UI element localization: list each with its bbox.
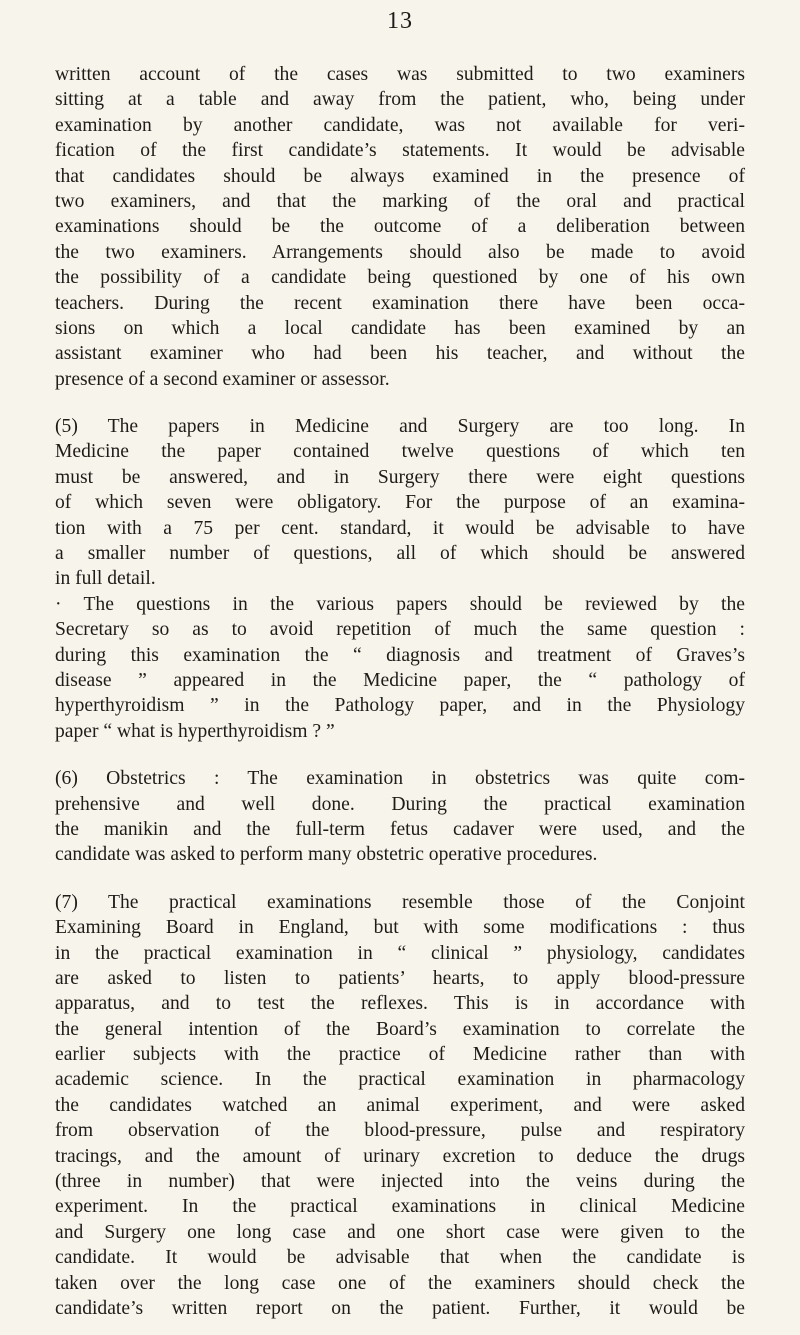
body-text xyxy=(55,62,745,1321)
text-line: apparatus, and to test the reflexes. This is in accordance with xyxy=(55,993,745,1015)
text-line: of which seven were obligatory. For the purpose of an examina- xyxy=(55,492,745,514)
text-line: candidate. It would be advisable that when the candidate is xyxy=(55,1247,745,1269)
text-line: (5) The papers in Medicine and Surgery are too long. In xyxy=(55,416,745,438)
paragraph-gap xyxy=(55,868,745,890)
paragraph xyxy=(55,62,745,392)
text-line: candidate’s written report on the patient. Further, it would be xyxy=(55,1297,745,1319)
text-line: (7) The practical examinations resemble those of the Conjoint xyxy=(55,891,745,913)
text-line: tracings, and the amount of urinary excretion to deduce the drugs xyxy=(55,1145,745,1167)
text-line: tion with a 75 per cent. standard, it would be advisable to have xyxy=(55,517,745,539)
text-line: · The questions in the various papers should be reviewed by the xyxy=(55,593,745,615)
text-line: Secretary so as to avoid repetition of much the same question : xyxy=(55,619,745,641)
text-line: examinations should be the outcome of a deliberation between xyxy=(55,216,745,238)
text-line: paper “ what is hyperthyroidism ? ” xyxy=(55,720,335,742)
text-line: from observation of the blood-pressure, pulse and respiratory xyxy=(55,1120,745,1142)
text-line: the general intention of the Board’s examination to correlate the xyxy=(55,1018,745,1040)
text-line: the possibility of a candidate being questioned by one of his own xyxy=(55,267,745,289)
text-line: written account of the cases was submitted to two examiners xyxy=(55,64,745,85)
text-line: the manikin and the full-term fetus cadaver were used, and the xyxy=(55,818,745,840)
text-line: earlier subjects with the practice of Medicine rather than with xyxy=(55,1044,745,1066)
text-line: sions on which a local candidate has been examined by an xyxy=(55,317,745,339)
text-line: the candidates watched an animal experiment, and were asked xyxy=(55,1094,745,1116)
text-line: hyperthyroidism ” in the Pathology paper, and in the Physiology xyxy=(55,695,745,717)
text-line: experiment. In the practical examinations in clinical Medicine xyxy=(55,1196,745,1218)
text-line: a smaller number of questions, all of which should be answered xyxy=(55,543,745,565)
page-number: 13 xyxy=(387,8,413,34)
paragraph-gap xyxy=(55,392,745,414)
text-line: teachers. During the recent examination there have been occa- xyxy=(55,292,745,314)
text-line: academic science. In the practical examination in pharmacology xyxy=(55,1069,745,1091)
text-line: presence of a second examiner or assessor. xyxy=(55,368,390,390)
text-line: in full detail. xyxy=(55,568,156,590)
paragraph xyxy=(55,766,745,868)
text-line: examination by another candidate, was not available for veri- xyxy=(55,114,745,136)
text-line: candidate was asked to perform many obstetric operative procedures. xyxy=(55,844,598,866)
text-line: taken over the long case one of the examiners should check the xyxy=(55,1272,745,1294)
text-line: in the practical examination in “ clinical ” physiology, candidates xyxy=(55,942,745,964)
paragraph-gap xyxy=(55,744,745,766)
text-line: sitting at a table and away from the patient, who, being under xyxy=(55,89,745,111)
text-line: must be answered, and in Surgery there were eight questions xyxy=(55,466,745,488)
text-line: Examining Board in England, but with some modifications : thus xyxy=(55,917,745,939)
text-line: assistant examiner who had been his teacher, and without the xyxy=(55,343,745,365)
text-line: Medicine the paper contained twelve questions of which ten xyxy=(55,441,745,463)
text-line: are asked to listen to patients’ hearts, to apply blood-pressure xyxy=(55,967,745,989)
text-line: during this examination the “ diagnosis and treatment of Graves’s xyxy=(55,644,745,666)
text-line: (three in number) that were injected into the veins during the xyxy=(55,1171,745,1193)
paragraph xyxy=(55,890,745,1322)
paragraph xyxy=(55,414,745,744)
text-line: two examiners, and that the marking of the oral and practical xyxy=(55,190,745,212)
text-line: (6) Obstetrics : The examination in obstetrics was quite com- xyxy=(55,768,745,790)
text-line: and Surgery one long case and one short case were given to the xyxy=(55,1221,745,1243)
text-line: disease ” appeared in the Medicine paper, the “ pathology of xyxy=(55,669,745,691)
text-line: fication of the first candidate’s statements. It would be advisable xyxy=(55,140,745,162)
text-line: that candidates should be always examined in the presence of xyxy=(55,165,745,187)
text-line: the two examiners. Arrangements should also be made to avoid xyxy=(55,241,745,263)
text-line: prehensive and well done. During the practical examination xyxy=(55,793,745,815)
